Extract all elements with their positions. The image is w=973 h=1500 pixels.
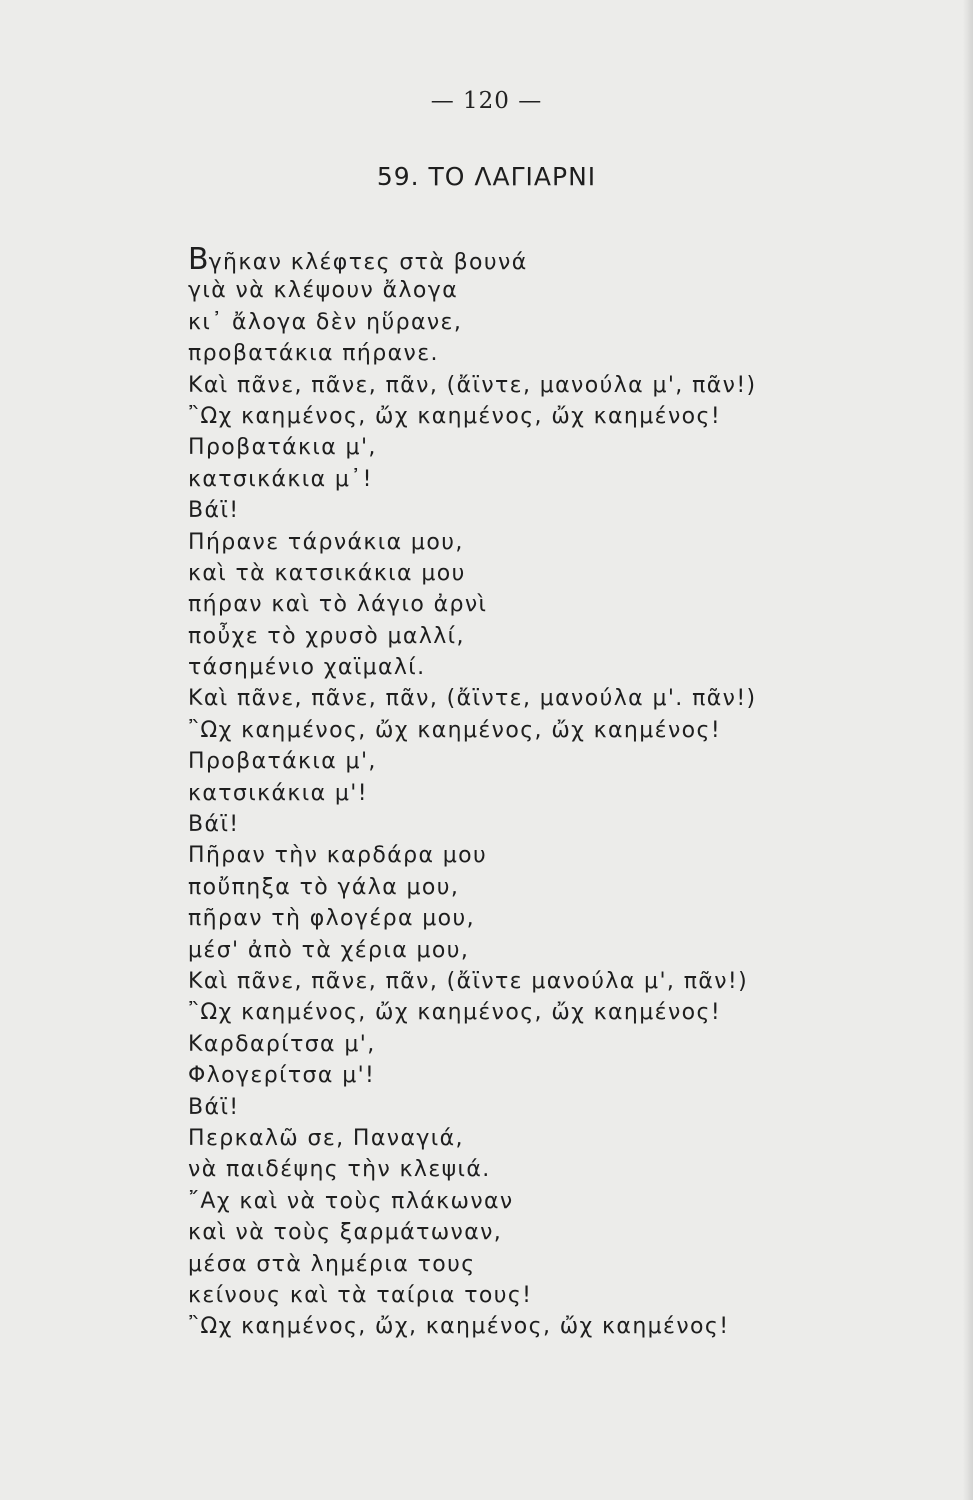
poem-line: γιὰ νὰ κλέψουν ἄλογα <box>188 278 459 304</box>
poem-line: Περκαλῶ σε, Παναγιά, <box>188 1125 464 1151</box>
poem-line: καὶ τὰ κατσικάκια μου <box>188 560 466 586</box>
poem-line: ῍Ωχ καημένος, ὤχ καημένος, ὤχ καημένος! <box>188 717 722 743</box>
poem-line: ῍Ωχ καημένος, ὤχ καημένος, ὤχ καημένος! <box>188 1000 722 1026</box>
poem-line: Βάϊ! <box>188 498 240 524</box>
poem-line: κατσικάκια μ'! <box>188 780 368 806</box>
poem-line: Καὶ πᾶνε, πᾶνε, πᾶν, (ἄϊντε, μανούλα μ'. πᾶν!) <box>188 686 757 712</box>
poem-line: Βάϊ! <box>188 812 240 838</box>
poem-line: Φλογερίτσα μ'! <box>188 1063 376 1089</box>
page-binding-edge <box>963 0 973 1500</box>
page-number: — 120 — <box>430 88 543 114</box>
poem-line: προβατάκια πήρανε. <box>188 341 439 367</box>
poem-line: Καὶ πᾶνε, πᾶνε, πᾶν, (ἄϊντε μανούλα μ', πᾶν!) <box>188 968 749 994</box>
poem-line: πήραν καὶ τὸ λάγιο ἀρνὶ <box>188 592 488 618</box>
poem-line: Καὶ πᾶνε, πᾶνε, πᾶν, (ἄϊντε, μανούλα μ', πᾶν!) <box>188 372 757 398</box>
poem-line: Προβατάκια μ', <box>188 749 377 775</box>
poem-line: Καρδαρίτσα μ', <box>188 1031 376 1057</box>
poem-first-line-text: γῆκαν κλέφτες στὰ βουνά <box>208 250 528 275</box>
poem-line: τάσημένιο χαϊμαλί. <box>188 655 426 681</box>
poem-line: Πήρανε τάρνάκια μου, <box>188 529 464 555</box>
poem-line: ῎Αχ καὶ νὰ τοὺς πλάκωναν <box>188 1188 514 1214</box>
poem-line: Προβατάκια μ', <box>188 435 377 461</box>
poem-line: νὰ παιδέψης τὴν κλεψιά. <box>188 1157 491 1183</box>
poem-line: πῆραν τὴ φλογέρα μου, <box>188 906 476 932</box>
poem-line: ποὔπηξα τὸ γάλα μου, <box>188 874 460 900</box>
poem-line: Πῆραν τὴν καρδάρα μου <box>188 843 488 869</box>
poem-line: κι᾿ ἄλογα δὲν ηὕρανε, <box>188 309 463 335</box>
poem-line: ῍Ωχ καημένος, ὤχ, καημένος, ὤχ καημένος! <box>188 1314 730 1340</box>
drop-initial: Β <box>188 242 209 277</box>
poem-line: μέσα στὰ λημέρια τους <box>188 1251 476 1277</box>
poem-line <box>188 244 928 275</box>
poem-line: ποὖχε τὸ χρυσὸ μαλλί, <box>188 623 465 649</box>
poem-line: μέσ' ἀπὸ τὰ χέρια μου, <box>188 937 470 963</box>
poem-line: κείνους καὶ τὰ ταίρια τους! <box>188 1282 533 1308</box>
poem-line: ῍Ωχ καημένος, ὤχ καημένος, ὤχ καημένος! <box>188 403 722 429</box>
poem-body <box>188 244 928 1343</box>
poem-title: 59. ΤΟ ΛΑΓΙΑΡΝΙ <box>376 162 597 191</box>
poem-line: καὶ νὰ τοὺς ξαρμάτωναν, <box>188 1220 503 1246</box>
poem-line: κατσικάκια μ᾿! <box>188 466 373 492</box>
poem-line: Βάϊ! <box>188 1094 240 1120</box>
